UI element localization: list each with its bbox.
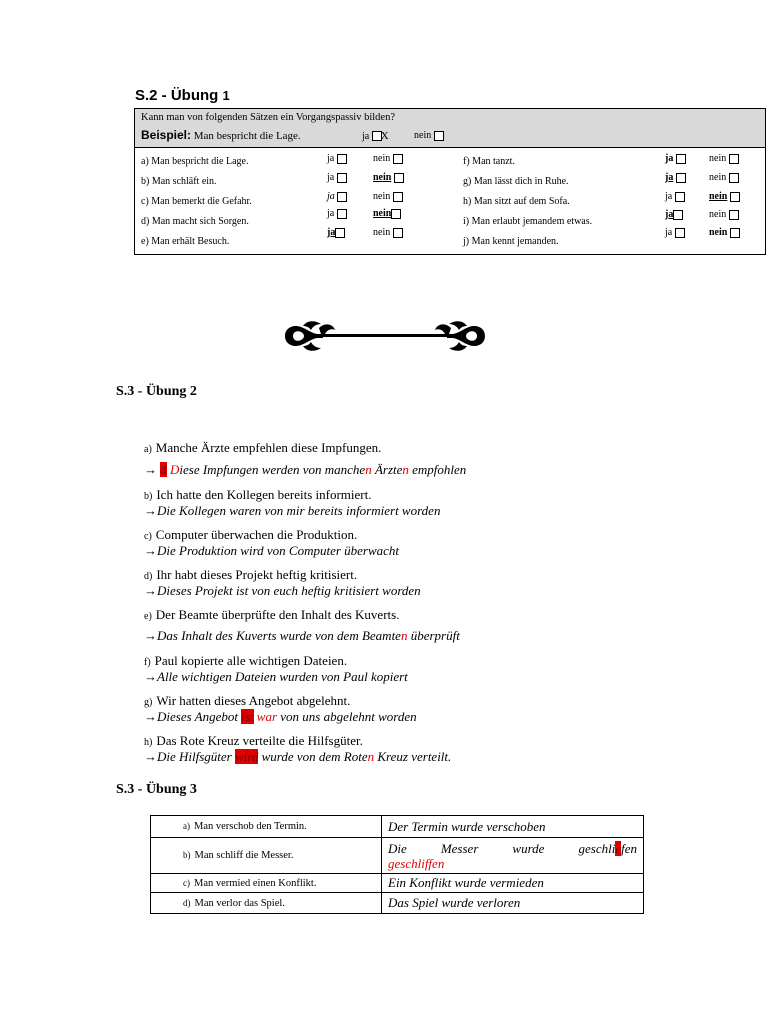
answer-text: Die Kollegen waren von mir bereits informiert worden: [157, 503, 441, 518]
answer-cell[interactable]: [382, 838, 644, 874]
item-g-ja[interactable]: [665, 172, 686, 183]
answer-part: n: [367, 749, 375, 764]
nein-checkbox[interactable]: [393, 228, 403, 238]
arrow-icon: →: [144, 462, 157, 477]
nein-label: nein: [373, 191, 391, 202]
answer-text: Die Produktion wird von Computer überwacht: [157, 543, 400, 558]
answer-text: Dieses Projekt ist von euch heftig kritisiert worden: [157, 583, 421, 598]
nein-checkbox[interactable]: [729, 173, 739, 183]
item-label: j): [463, 236, 470, 247]
answer-part: Das Inhalt des Kuverts wurde von dem Beamte: [157, 628, 401, 643]
item-label: e): [144, 611, 152, 622]
question-text: Manche Ärzte empfehlen diese Impfungen.: [155, 440, 382, 455]
ja-checkbox[interactable]: [337, 209, 347, 219]
ex2-item-c-question: [144, 527, 357, 543]
ja-checkbox[interactable]: [337, 154, 347, 164]
ja-checkbox[interactable]: [675, 192, 685, 202]
nein-checkbox[interactable]: [394, 173, 404, 183]
item-g: [463, 176, 569, 187]
ja-checkbox[interactable]: [335, 228, 345, 238]
ja-label: ja: [327, 153, 335, 164]
answer-part: n: [365, 462, 372, 477]
item-label: a): [141, 156, 149, 167]
item-label: h): [144, 737, 153, 748]
nein-label: nein: [373, 153, 391, 164]
item-text: Man bespricht die Lage.: [151, 156, 249, 167]
item-text: Man sitzt auf dem Sofa.: [473, 196, 570, 207]
ex2-item-h-question: [144, 733, 363, 749]
item-label: g): [144, 697, 153, 708]
ja-label: ja: [665, 153, 674, 164]
item-b: [141, 176, 217, 187]
answer-text: Alle wichtigen Dateien wurden von Paul kopiert: [157, 669, 408, 684]
question-text: Man schliff die Messer.: [194, 850, 294, 861]
example-nein-label: nein: [414, 130, 432, 141]
question-text: Man verschob den Termin.: [194, 821, 307, 832]
item-j-ja[interactable]: [665, 227, 685, 238]
ex2-item-b-answer: [144, 503, 440, 519]
arrow-icon: →: [144, 583, 157, 598]
item-j-nein[interactable]: [709, 227, 740, 238]
answer-part: Dieses Angebot: [157, 709, 242, 724]
nein-checkbox[interactable]: [730, 228, 740, 238]
item-text: Man tanzt.: [472, 156, 515, 167]
answer-line-1: [388, 841, 637, 856]
item-label: c): [183, 877, 190, 888]
example-nein: [414, 130, 444, 141]
question-text: Der Beamte überprüfte den Inhalt des Kuverts.: [155, 607, 400, 622]
item-h-ja[interactable]: [665, 191, 685, 202]
question-cell: [151, 893, 382, 914]
highlight-mark: wird: [235, 749, 259, 764]
item-e: [141, 236, 229, 247]
ornament-graphic: [283, 318, 487, 354]
nein-label: nein: [709, 227, 728, 238]
nein-label: nein: [709, 172, 727, 183]
ex2-item-a-question: [144, 440, 381, 456]
nein-label: nein: [373, 208, 392, 219]
item-text: Man macht sich Sorgen.: [151, 216, 249, 227]
table-row: [151, 874, 644, 893]
item-text: Man erhält Besuch.: [151, 236, 230, 247]
item-c: [141, 196, 252, 207]
question-cell: [151, 874, 382, 893]
ja-checkbox[interactable]: [675, 228, 685, 238]
answer-cell[interactable]: Der Termin wurde verschoben: [382, 816, 644, 838]
answer-part: iese Impfungen werden von manche: [179, 462, 366, 477]
item-i-ja[interactable]: [665, 209, 683, 220]
answer-part: geschli: [578, 840, 616, 856]
item-e-ja[interactable]: [327, 227, 345, 238]
answer-word: Messer: [440, 840, 479, 856]
arrow-icon: →: [144, 543, 157, 558]
item-label: d): [183, 897, 191, 908]
item-d: [141, 216, 249, 227]
item-d-nein[interactable]: [373, 208, 401, 219]
item-b-ja[interactable]: [327, 172, 347, 183]
table-row: [151, 838, 644, 874]
answer-word: Die: [388, 840, 407, 856]
example-row: [141, 128, 301, 142]
exercise-3-table: [150, 815, 644, 914]
item-label: c): [144, 531, 152, 542]
highlight-mark: ist: [241, 709, 254, 724]
ja-label: ja: [327, 191, 335, 202]
ex2-item-a-answer: [144, 462, 466, 478]
answer-part: Kreuz verteilt.: [374, 749, 452, 764]
highlight-mark: d: [160, 462, 167, 477]
ja-checkbox[interactable]: [676, 173, 686, 183]
nein-checkbox[interactable]: [393, 154, 403, 164]
item-a-nein[interactable]: [373, 153, 403, 164]
exercise-1-header: [135, 109, 765, 148]
ex2-item-f-question: [144, 653, 347, 669]
question-text: Wir hatten dieses Angebot abgelehnt.: [156, 693, 351, 708]
ja-label: ja: [665, 209, 674, 220]
ja-checkbox[interactable]: [676, 154, 686, 164]
item-label: a): [183, 821, 190, 831]
item-c-ja[interactable]: [327, 191, 347, 202]
answer-part: überprüft: [407, 628, 460, 643]
answer-part: war: [256, 709, 278, 724]
example-nein-checkbox[interactable]: [434, 131, 444, 141]
item-label: f): [144, 657, 151, 668]
ex2-item-f-answer: [144, 669, 408, 685]
item-label: c): [141, 196, 149, 207]
ja-label: ja: [665, 191, 673, 202]
answer-part: D: [170, 462, 180, 477]
item-label: b): [141, 176, 150, 187]
ex2-item-h-answer: [144, 749, 451, 765]
answer-part: n: [402, 462, 409, 477]
nein-label: nein: [709, 153, 727, 164]
nein-label: nein: [373, 227, 391, 238]
answer-cell[interactable]: Ein Konflikt wurde vermieden: [382, 874, 644, 893]
ex2-item-g-question: [144, 693, 350, 709]
question-text: Das Rote Kreuz verteilte die Hilfsgüter.: [156, 733, 363, 748]
decorative-ornament: [283, 318, 487, 354]
table-row: [151, 816, 644, 838]
item-label: b): [183, 850, 191, 860]
item-c-nein[interactable]: [373, 191, 403, 202]
item-text: Man kennt jemanden.: [471, 236, 559, 247]
item-h: [463, 196, 570, 207]
example-label: Beispiel:: [141, 128, 192, 142]
item-e-nein[interactable]: [373, 227, 403, 238]
arrow-icon: →: [144, 503, 157, 518]
question-text: Ihr habt dieses Projekt heftig kritisiert.: [156, 567, 358, 582]
example-text: Man bespricht die Lage.: [193, 130, 301, 142]
arrow-icon: →: [144, 628, 157, 643]
exercise-1-box: [134, 108, 766, 255]
answer-part: n: [400, 628, 408, 643]
ja-label: ja: [327, 227, 336, 238]
example-ja: [362, 130, 390, 142]
item-label: e): [141, 236, 149, 247]
item-d-ja[interactable]: [327, 208, 347, 219]
ja-checkbox[interactable]: [337, 173, 347, 183]
nein-label: nein: [373, 172, 392, 183]
exercise-1-title-number: 1: [222, 88, 230, 103]
answer-part: Die Hilfsgüter: [157, 749, 235, 764]
question-text: Man vermied einen Konflikt.: [194, 877, 317, 889]
item-h-nein[interactable]: [709, 191, 740, 202]
answer-part: Ärzte: [371, 462, 403, 477]
item-f-ja[interactable]: [665, 153, 686, 164]
answer-line-2: geschliffen: [388, 855, 445, 871]
answer-part: von uns abgelehnt worden: [277, 709, 417, 724]
exercise-1-title: [135, 87, 230, 104]
exercise-3-title: S.3 - Übung 3: [116, 782, 197, 797]
arrow-icon: →: [144, 709, 157, 724]
nein-checkbox[interactable]: [391, 209, 401, 219]
item-label: g): [463, 176, 472, 187]
arrow-icon: →: [144, 749, 157, 764]
ja-label: ja: [327, 208, 335, 219]
question-cell: [151, 816, 382, 838]
item-label: f): [463, 156, 470, 167]
ex2-item-c-answer: [144, 543, 399, 559]
nein-checkbox[interactable]: [729, 154, 739, 164]
item-text: Man schläft ein.: [151, 176, 217, 187]
question-text: Computer überwachen die Produktion.: [155, 527, 358, 542]
ex2-item-e-answer: [144, 628, 460, 644]
ex2-item-b-question: [144, 487, 372, 503]
table-row: [151, 893, 644, 914]
item-i: [463, 216, 592, 227]
ja-checkbox[interactable]: [673, 210, 683, 220]
arrow-icon: →: [144, 669, 157, 684]
item-text: Man erlaubt jemandem etwas.: [471, 216, 593, 227]
item-text: Man bemerkt die Gefahr.: [151, 196, 252, 207]
answer-part: wurde von dem Rote: [258, 749, 368, 764]
item-i-nein[interactable]: [709, 209, 739, 220]
nein-label: nein: [709, 209, 727, 220]
ja-label: ja: [327, 172, 335, 183]
item-j: [463, 236, 559, 247]
item-f-nein[interactable]: [709, 153, 739, 164]
exercise-1-title-text: S.2 - Übung: [135, 87, 219, 104]
question-text: Ich hatte den Kollegen bereits informiert.: [156, 487, 372, 502]
nein-checkbox[interactable]: [730, 192, 740, 202]
ex2-item-d-answer: [144, 583, 421, 599]
item-a: [141, 156, 248, 167]
ja-label: ja: [665, 227, 673, 238]
answer-part: empfohlen: [408, 462, 467, 477]
ex2-item-g-answer: [144, 709, 417, 725]
highlight-mark: e: [615, 840, 622, 856]
item-text: Man lässt dich in Ruhe.: [473, 176, 569, 187]
nein-label: nein: [709, 191, 728, 202]
question-text: Paul kopierte alle wichtigen Dateien.: [154, 653, 348, 668]
answer-word: wurde: [512, 840, 545, 856]
item-label: i): [463, 216, 470, 227]
exercise-2-title: S.3 - Übung 2: [116, 384, 197, 399]
answer-part: fen: [621, 840, 637, 856]
question-cell: [151, 838, 382, 874]
ja-checkbox[interactable]: [337, 192, 347, 202]
nein-checkbox[interactable]: [393, 192, 403, 202]
ex2-item-d-question: [144, 567, 357, 583]
item-b-nein[interactable]: [373, 172, 404, 183]
example-x-mark: X: [380, 130, 389, 142]
answer-word: [579, 841, 638, 856]
example-ja-label: ja: [362, 131, 370, 142]
answer-cell[interactable]: Das Spiel wurde verloren: [382, 893, 644, 914]
item-label: d): [144, 571, 153, 582]
item-a-ja[interactable]: [327, 153, 347, 164]
item-label: b): [144, 491, 153, 502]
ex2-item-e-question: [144, 607, 399, 623]
item-f: [463, 156, 515, 167]
item-g-nein[interactable]: [709, 172, 739, 183]
nein-checkbox[interactable]: [729, 210, 739, 220]
item-label: a): [144, 444, 152, 455]
question-text: Man verlor das Spiel.: [194, 897, 285, 909]
ja-label: ja: [665, 172, 674, 183]
exercise-1-question: Kann man von folgenden Sätzen ein Vorgangspassiv bilden?: [141, 112, 395, 123]
item-label: d): [141, 216, 150, 227]
item-label: h): [463, 196, 472, 207]
